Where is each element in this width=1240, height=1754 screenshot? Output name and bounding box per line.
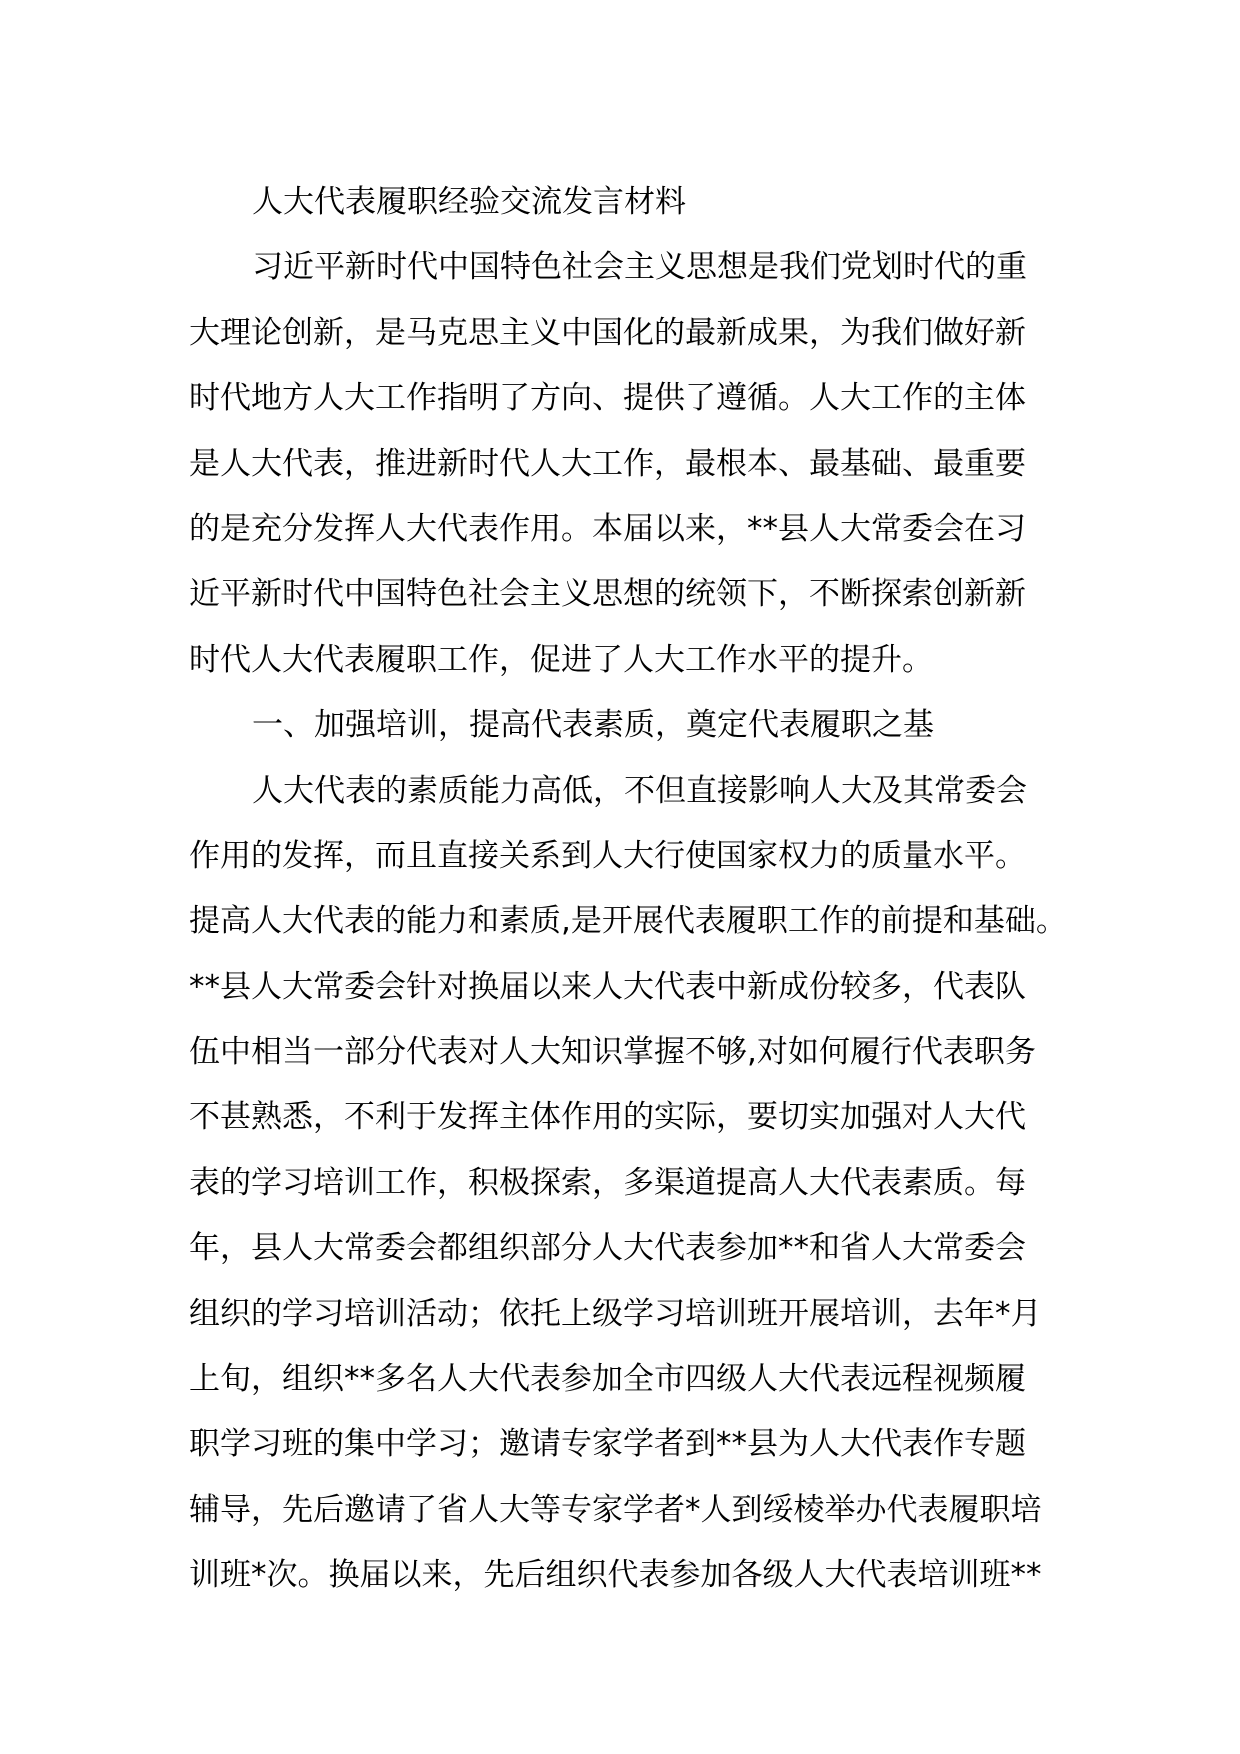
paragraph-line: 不甚熟悉，不利于发挥主体作用的实际，要切实加强对人大代 bbox=[189, 1099, 1026, 1136]
paragraph-line: 的是充分发挥人大代表作用。本届以来，**县人大常委会在习 bbox=[189, 510, 1026, 547]
paragraph-line: 提高人大代表的能力和素质,是开展代表履职工作的前提和基础。 bbox=[189, 903, 1067, 940]
paragraph-line: 习近平新时代中国特色社会主义思想是我们党划时代的重 bbox=[252, 249, 1027, 286]
paragraph-line: 辅导，先后邀请了省人大等专家学者*人到绥棱举办代表履职培 bbox=[189, 1491, 1042, 1528]
paragraph-line: 年，县人大常委会都组织部分人大代表参加**和省人大常委会 bbox=[189, 1230, 1026, 1267]
paragraph-line: 表的学习培训工作，积极探索，多渠道提高人大代表素质。每 bbox=[189, 1164, 1026, 1201]
document-title: 人大代表履职经验交流发言材料 bbox=[252, 184, 686, 220]
document-body bbox=[189, 170, 1069, 1609]
section-heading: 一、加强培训，提高代表素质，奠定代表履职之基 bbox=[252, 707, 934, 744]
paragraph-line: 近平新时代中国特色社会主义思想的统领下，不断探索创新新 bbox=[189, 576, 1026, 613]
paragraph-line: 训班*次。换届以来，先后组织代表参加各级人大代表培训班** bbox=[189, 1557, 1042, 1594]
paragraph-line: 是人大代表，推进新时代人大工作，最根本、最基础、最重要 bbox=[189, 445, 1026, 482]
paragraph-line: 上旬，组织**多名人大代表参加全市四级人大代表远程视频履 bbox=[189, 1361, 1026, 1398]
paragraph-line: 时代地方人大工作指明了方向、提供了遵循。人大工作的主体 bbox=[189, 380, 1026, 417]
paragraph-line: 职学习班的集中学习；邀请专家学者到**县为人大代表作专题 bbox=[189, 1426, 1026, 1463]
paragraph-line: 大理论创新，是马克思主义中国化的最新成果，为我们做好新 bbox=[189, 314, 1026, 351]
paragraph-training bbox=[189, 759, 1069, 1609]
paragraph-line: **县人大常委会针对换届以来人大代表中新成份较多，代表队 bbox=[189, 968, 1026, 1005]
paragraph-line: 作用的发挥，而且直接关系到人大行使国家权力的质量水平。 bbox=[189, 837, 1026, 874]
paragraph-line: 人大代表的素质能力高低，不但直接影响人大及其常委会 bbox=[252, 772, 1027, 809]
paragraph-line: 时代人大代表履职工作，促进了人大工作水平的提升。 bbox=[189, 641, 933, 678]
paragraph-intro bbox=[189, 235, 1069, 693]
paragraph-line: 伍中相当一部分代表对人大知识掌握不够,对如何履行代表职务 bbox=[189, 1034, 1036, 1071]
paragraph-line: 组织的学习培训活动；依托上级学习培训班开展培训，去年*月 bbox=[189, 1295, 1042, 1332]
